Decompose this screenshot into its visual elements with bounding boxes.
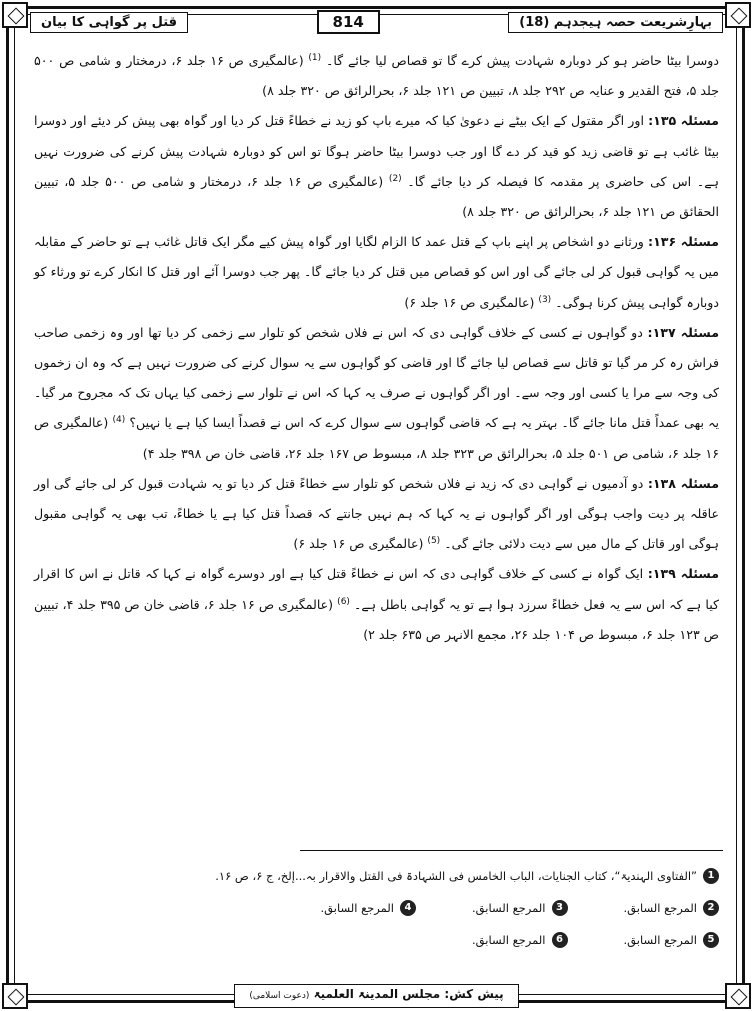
footnote-2: 2 المرجع السابق.: [624, 900, 720, 916]
citation: (عالمگیری ص ۱۶ جلد ۶، قاضی خان ص ۳۹۵ جلد ۴، تبیین ص ۱۲۳ جلد ۶، مبسوط ص ۱۰۴ جلد ۲۶، مجمع الانہر ص ۶۳۵ جلد ۲): [34, 596, 719, 642]
footnote-row: [34, 924, 719, 956]
main-text: [34, 46, 719, 650]
footnote-number-icon: 5: [703, 932, 719, 948]
footnote-number-icon: 6: [552, 932, 568, 948]
publisher-name: مجلس المدینۃ العلمیۃ: [313, 987, 441, 1001]
footnote-ref[interactable]: (4): [112, 415, 126, 426]
citation: (عالمگیری ص ۱۶ جلد ۶، درمختار و شامی ص ۵۰۰ جلد ۵، تبیین الحقائق ص ۱۲۱ جلد ۶، بحرالرائق ص ۳۲۰ جلد ۸): [34, 173, 719, 220]
footnote-3: 3 المرجع السابق.: [472, 900, 568, 916]
footnote-number-icon: 1: [703, 868, 719, 884]
publisher-note: (دعوت اسلامی): [249, 991, 310, 1001]
footnote-6: 6 المرجع السابق.: [472, 932, 568, 948]
footnote-ref[interactable]: (6): [337, 596, 350, 607]
footnotes: [34, 860, 719, 956]
footnote-ref[interactable]: (3): [538, 294, 552, 305]
publisher-box: [234, 984, 518, 1008]
masala-label: مسئلہ ۱۳۸:: [647, 475, 719, 491]
footnote-5: 5 المرجع السابق.: [624, 932, 720, 948]
citation: (عالمگیری ص ۱۶ جلد ۶، شامی ص ۵۰۱ جلد ۵، بحرالرائق ص ۳۲۳ جلد ۸، مبسوط ص ۱۶۷ جلد ۲۶، قاضی خان ص ۳۹۸ جلد ۴): [34, 415, 719, 461]
footnote-ref[interactable]: (5): [427, 536, 441, 547]
paragraph: دوسرا بیٹا حاضر ہو کر دوبارہ شہادت پیش کرے گا تو قصاص لیا جائے گا۔ $^{(1)}$ (عالمگیری ص ۱۶ جلد ۶، درمختار و شامی ص ۵۰۰ جلد ۵، فتح القدیر و عنایہ ص ۲۹۲ جلد ۸، تبیین ص ۱۲۱ جلد ۶، بحرالرائق ص ۳۲۰ جلد ۸): [34, 52, 719, 99]
paragraph: مسئلہ ۱۳۵: اور اگر مقتول کے ایک بیٹے نے دعویٰ کیا کہ میرے باپ کو زید نے خطاءً قتل کر دیا اور گواہ بھی پیش کر دیئے اور دوسرا بیٹا غائب ہے تو قاضی زید کو قید کر دے گا اور جب دوسرا بیٹا حاضر ہوگا تو اس کو دوبارہ شہادت پیش کرنے کی ضرورت نہیں ہے۔ اس کی حاضری پر مقدمہ کا فیصلہ کر دیا جائے گا۔ $^{(2)}$ (عالمگیری ص ۱۶ جلد ۶، درمختار و شامی ص ۵۰۰ جلد ۵، تبیین الحقائق ص ۱۲۱ جلد ۶، بحرالرائق ص ۳۲۰ جلد ۸): [34, 113, 720, 220]
footnote-row: [34, 860, 719, 892]
citation: (عالمگیری ص ۱۶ جلد ۶، درمختار و شامی ص ۵۰۰ جلد ۵، فتح القدیر و عنایہ ص ۲۹۲ جلد ۸، تبیین ص ۱۲۱ جلد ۶، بحرالرائق ص ۳۲۰ جلد ۸): [34, 53, 719, 99]
citation: (عالمگیری ص ۱۶ جلد ۶): [293, 536, 424, 552]
footnote-1: 1 ”الفتاوی الہندیۃ“، کتاب الجنایات، الباب الخامس فی الشہادۃ فی القتل والاقرار بہ...إلخ، ج ۶، ص ۱۶.: [215, 868, 719, 884]
footnote-4: 4 المرجع السابق.: [321, 900, 417, 916]
footnote-number-icon: 2: [703, 900, 719, 916]
footnote-row: [34, 892, 719, 924]
page-footer: [0, 984, 753, 1008]
paragraph: مسئلہ ۱۳۹: ایک گواہ نے کسی کے خلاف گواہی دی کہ اس نے خطاءً قتل کیا ہے اور دوسرے گواہ نے کہا کہ قاتل نے اس کا اقرار کیا ہے کہ اس سے یہ فعل خطاءً سرزد ہوا ہے تو یہ گواہی باطل ہے۔ $^{(6)}$ (عالمگیری ص ۱۶ جلد ۶، قاضی خان ص ۳۹۵ جلد ۴، تبیین ص ۱۲۳ جلد ۶، مبسوط ص ۱۰۴ جلد ۲۶، مجمع الانہر ص ۶۳۵ جلد ۲): [34, 566, 719, 642]
footnote-ref[interactable]: (1): [308, 52, 322, 63]
corner-ornament-icon: [725, 2, 751, 28]
book-title: بہارِشریعت حصہ ہیجدہم (18): [508, 12, 723, 33]
masala-label: مسئلہ ۱۳۶:: [648, 234, 719, 250]
page-number: 814: [317, 10, 380, 34]
masala-label: مسئلہ ۱۳۷:: [647, 324, 719, 340]
paragraph: مسئلہ ۱۳۷: دو گواہوں نے کسی کے خلاف گواہی دی کہ اس نے فلاں شخص کو تلوار سے زخمی کر دیا تھا اور وہ زخمی صاحب فراش رہ کر مر گیا تو قاتل سے قصاص لیا جائے گا اور قاضی کو گواہوں سے یہ سوال کرنے کی ضرورت نہیں ہے کہ وہ ان زخموں کی وجہ سے مرا یا کسی اور وجہ سے۔ اور اگر گواہوں نے صرف یہ کہا کہ اس نے تلوار سے زخمی کیا یہاں تک کہ مجروح مر گیا۔ یہ بھی عمداً قتل مانا جائے گا۔ بہتر یہ ہے کہ قاضی گواہوں سے سوال کرے کہ اس نے قصداً ایسا کیا ہے یا نہیں؟ $^{(4)}$ (عالمگیری ص ۱۶ جلد ۶، شامی ص ۵۰۱ جلد ۵، بحرالرائق ص ۳۲۳ جلد ۸، مبسوط ص ۱۶۷ جلد ۲۶، قاضی خان ص ۳۹۸ جلد ۴): [34, 324, 719, 461]
paragraph: مسئلہ ۱۳۸: دو آدمیوں نے گواہی دی کہ زید نے فلاں شخص کو تلوار سے خطاءً قتل کر دیا تو یہ شہادت قبول کر لی جائے گی اور عاقلہ پر دیت واجب ہوگی اور اگر گواہوں نے یہ کہا کہ ہم نہیں جانتے کہ قصداً قتل کیا ہے یا خطاءً، تب بھی یہ گواہی مقبول ہوگی اور قاتل کے مال میں سے دیت دلائی جائے گی۔ $^{(5)}$ (عالمگیری ص ۱۶ جلد ۶): [34, 475, 719, 552]
footnote-number-icon: 4: [400, 900, 416, 916]
page-header: [30, 8, 723, 36]
footnote-number-icon: 3: [552, 900, 568, 916]
citation: (عالمگیری ص ۱۶ جلد ۶): [404, 294, 535, 310]
chapter-title: قتل پر گواہی کا بیان: [30, 12, 188, 33]
masala-label: مسئلہ ۱۳۵:: [648, 113, 719, 129]
footnote-ref[interactable]: (2): [388, 173, 402, 184]
footnote-divider: [300, 850, 723, 851]
footer-prefix: پیش کش:: [444, 987, 504, 1001]
paragraph: مسئلہ ۱۳۶: ورثانے دو اشخاص پر اپنے باپ کے قتل عمد کا الزام لگایا اور گواہ پیش کیے مگر ایک قاتل غائب ہے تو حاضر کے مقابلہ میں یہ گواہی قبول کر لی جائے گی اور اس کو قصاص میں قتل کر دیا جائے گا۔ پھر جب دوسرا آئے اور قتل کا انکار کرے تو ورثاء کو دوبارہ گواہی پیش کرنا ہوگی۔ $^{(3)}$ (عالمگیری ص ۱۶ جلد ۶): [34, 234, 719, 310]
masala-label: مسئلہ ۱۳۹:: [647, 566, 719, 582]
corner-ornament-icon: [2, 2, 28, 28]
